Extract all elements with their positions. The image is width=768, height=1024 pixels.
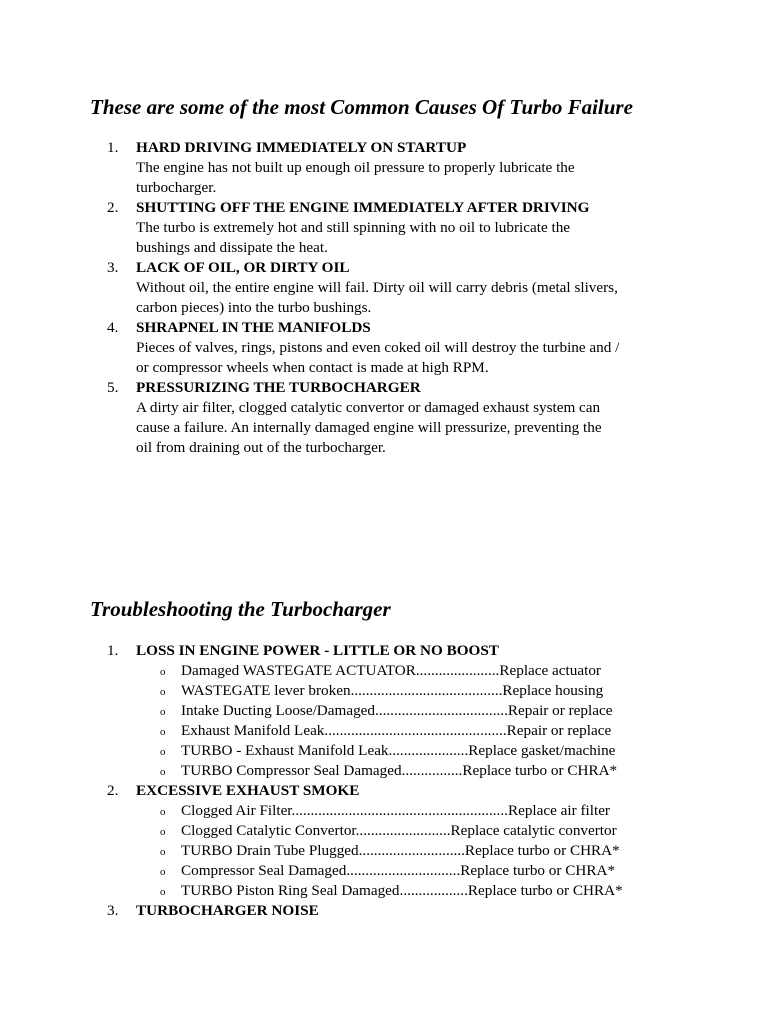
- bullet-icon: o: [160, 686, 166, 698]
- item-description-line: or compressor wheels when contact is made at high RPM.: [136, 359, 489, 376]
- item-number: 4.: [107, 319, 119, 336]
- symptom-item: [136, 701, 707, 721]
- symptom-text: Damaged WASTEGATE ACTUATOR......................Replace actuator: [181, 662, 601, 679]
- symptom-list: [136, 661, 707, 781]
- item-heading: LOSS IN ENGINE POWER - LITTLE OR NO BOOST: [136, 642, 499, 659]
- symptom-item: [136, 661, 707, 681]
- cause-item: [107, 318, 707, 378]
- item-description-line: bushings and dissipate the heat.: [136, 239, 328, 256]
- item-description-line: cause a failure. An internally damaged engine will pressurize, preventing the: [136, 419, 602, 436]
- trouble-item: [107, 641, 707, 781]
- item-description-line: The engine has not built up enough oil pressure to properly lubricate the: [136, 159, 575, 176]
- symptom-item: [136, 881, 707, 901]
- bullet-icon: o: [160, 806, 166, 818]
- symptom-text: Clogged Catalytic Convertor.........................Replace catalytic convertor: [181, 822, 617, 839]
- symptom-list: [136, 801, 707, 901]
- item-description-line: oil from draining out of the turbocharger.: [136, 439, 386, 456]
- item-heading: EXCESSIVE EXHAUST SMOKE: [136, 782, 360, 799]
- symptom-item: [136, 841, 707, 861]
- item-description-line: Pieces of valves, rings, pistons and even coked oil will destroy the turbine and /: [136, 339, 620, 356]
- symptom-text: Compressor Seal Damaged..............................Replace turbo or CHRA*: [181, 862, 616, 879]
- symptom-text: TURBO Compressor Seal Damaged................Replace turbo or CHRA*: [181, 762, 618, 779]
- symptom-text: TURBO - Exhaust Manifold Leak.....................Replace gasket/machine: [181, 742, 616, 759]
- symptom-item: [136, 721, 707, 741]
- symptom-item: [136, 761, 707, 781]
- item-heading: TURBOCHARGER NOISE: [136, 902, 319, 919]
- item-heading: PRESSURIZING THE TURBOCHARGER: [136, 379, 421, 396]
- item-description-line: A dirty air filter, clogged catalytic convertor or damaged exhaust system can: [136, 399, 601, 416]
- cause-item: [107, 258, 707, 318]
- item-heading: HARD DRIVING IMMEDIATELY ON STARTUP: [136, 139, 467, 156]
- symptom-text: WASTEGATE lever broken........................................Replace housing: [181, 682, 604, 699]
- bullet-icon: o: [160, 726, 166, 738]
- symptom-item: [136, 681, 707, 701]
- symptom-item: [136, 741, 707, 761]
- symptom-text: TURBO Drain Tube Plugged............................Replace turbo or CHRA*: [181, 842, 620, 859]
- symptom-item: [136, 821, 707, 841]
- item-number: 1.: [107, 642, 119, 659]
- item-number: 3.: [107, 259, 119, 276]
- bullet-icon: o: [160, 886, 166, 898]
- cause-item: [107, 138, 707, 198]
- trouble-item: [107, 901, 707, 921]
- section-title-troubleshooting: Troubleshooting the Turbocharger: [90, 597, 391, 621]
- item-description-line: Without oil, the entire engine will fail. Dirty oil will carry debris (metal slivers,: [136, 279, 618, 296]
- symptom-item: [136, 861, 707, 881]
- causes-list: [107, 138, 707, 458]
- item-description-line: carbon pieces) into the turbo bushings.: [136, 299, 372, 316]
- bullet-icon: o: [160, 866, 166, 878]
- bullet-icon: o: [160, 666, 166, 678]
- section-title-causes: These are some of the most Common Causes Of Turbo Failure: [90, 95, 633, 119]
- item-number: 1.: [107, 139, 119, 156]
- bullet-icon: o: [160, 826, 166, 838]
- symptom-text: TURBO Piston Ring Seal Damaged..................Replace turbo or CHRA*: [181, 882, 623, 899]
- cause-item: [107, 198, 707, 258]
- bullet-icon: o: [160, 846, 166, 858]
- symptom-text: Exhaust Manifold Leak................................................Repair or replace: [181, 722, 612, 739]
- troubleshooting-list: [107, 641, 707, 921]
- item-description-line: The turbo is extremely hot and still spinning with no oil to lubricate the: [136, 219, 571, 236]
- bullet-icon: o: [160, 706, 166, 718]
- cause-item: [107, 378, 707, 458]
- item-heading: SHRAPNEL IN THE MANIFOLDS: [136, 319, 371, 336]
- symptom-item: [136, 801, 707, 821]
- item-number: 2.: [107, 782, 119, 799]
- item-number: 3.: [107, 902, 119, 919]
- symptom-text: Clogged Air Filter.........................................................Replace air filter: [181, 802, 610, 819]
- bullet-icon: o: [160, 746, 166, 758]
- item-heading: SHUTTING OFF THE ENGINE IMMEDIATELY AFTER DRIVING: [136, 199, 590, 216]
- item-number: 2.: [107, 199, 119, 216]
- item-description-line: turbocharger.: [136, 179, 217, 196]
- item-heading: LACK OF OIL, OR DIRTY OIL: [136, 259, 350, 276]
- trouble-item: [107, 781, 707, 901]
- symptom-text: Intake Ducting Loose/Damaged...................................Repair or replace: [181, 702, 613, 719]
- item-number: 5.: [107, 379, 119, 396]
- bullet-icon: o: [160, 766, 166, 778]
